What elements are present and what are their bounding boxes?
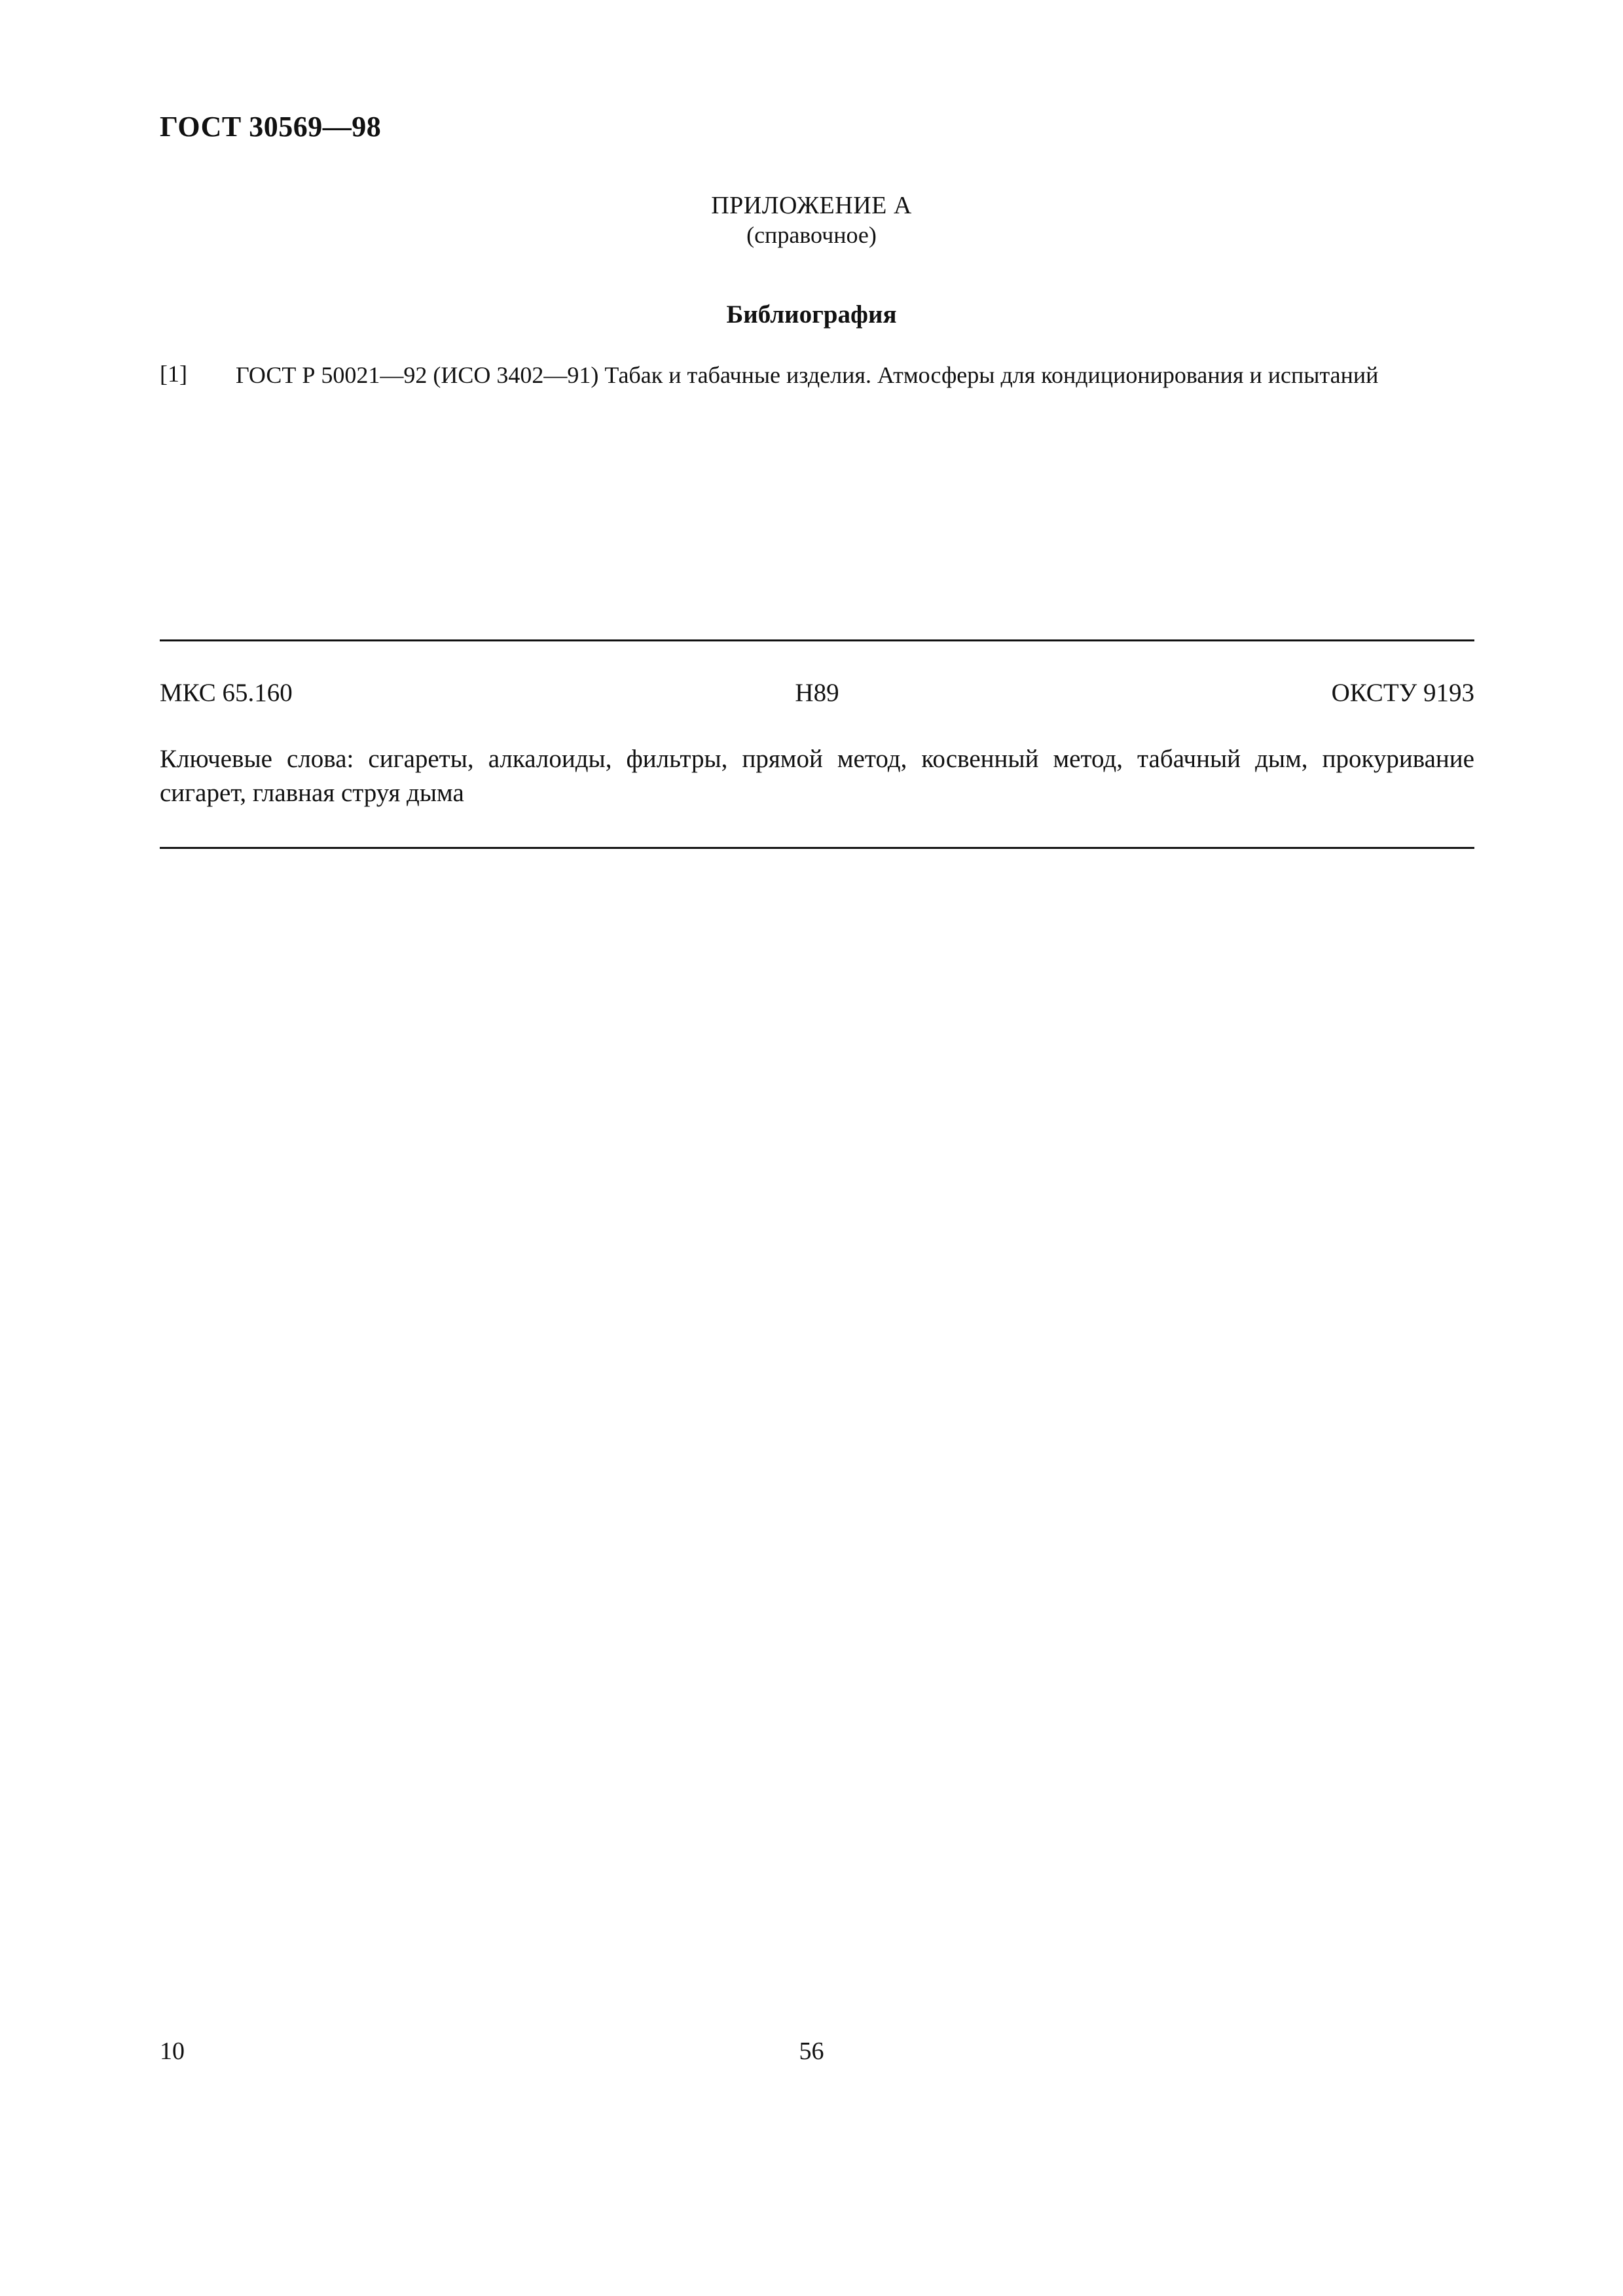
divider-top (160, 639, 1474, 641)
mks-code: МКС 65.160 (160, 679, 293, 707)
reference-text: ГОСТ Р 50021—92 (ИСО 3402—91) Табак и табачные изделия. Атмосферы для кондиционирования и испытаний (236, 362, 1379, 388)
okstu-code: ОКСТУ 9193 (1331, 679, 1474, 707)
bibliography-heading: Библиография (726, 300, 897, 329)
page-number-center: 56 (799, 2037, 824, 2065)
document-code: ГОСТ 30569—98 (160, 111, 382, 143)
appendix-title: ПРИЛОЖЕНИЕ А (711, 192, 912, 219)
classification-code: Н89 (795, 679, 839, 707)
classification-row (160, 678, 1474, 708)
appendix-subtitle: (справочное) (746, 222, 877, 248)
reference-number: [1] (160, 361, 187, 387)
keywords-text: Ключевые слова: сигареты, алкалоиды, фильтры, прямой метод, косвенный метод, табачный дым, прокуривание сигарет, главная струя дыма (160, 745, 1474, 807)
page-number-left: 10 (160, 2037, 185, 2065)
divider-bottom (160, 847, 1474, 849)
